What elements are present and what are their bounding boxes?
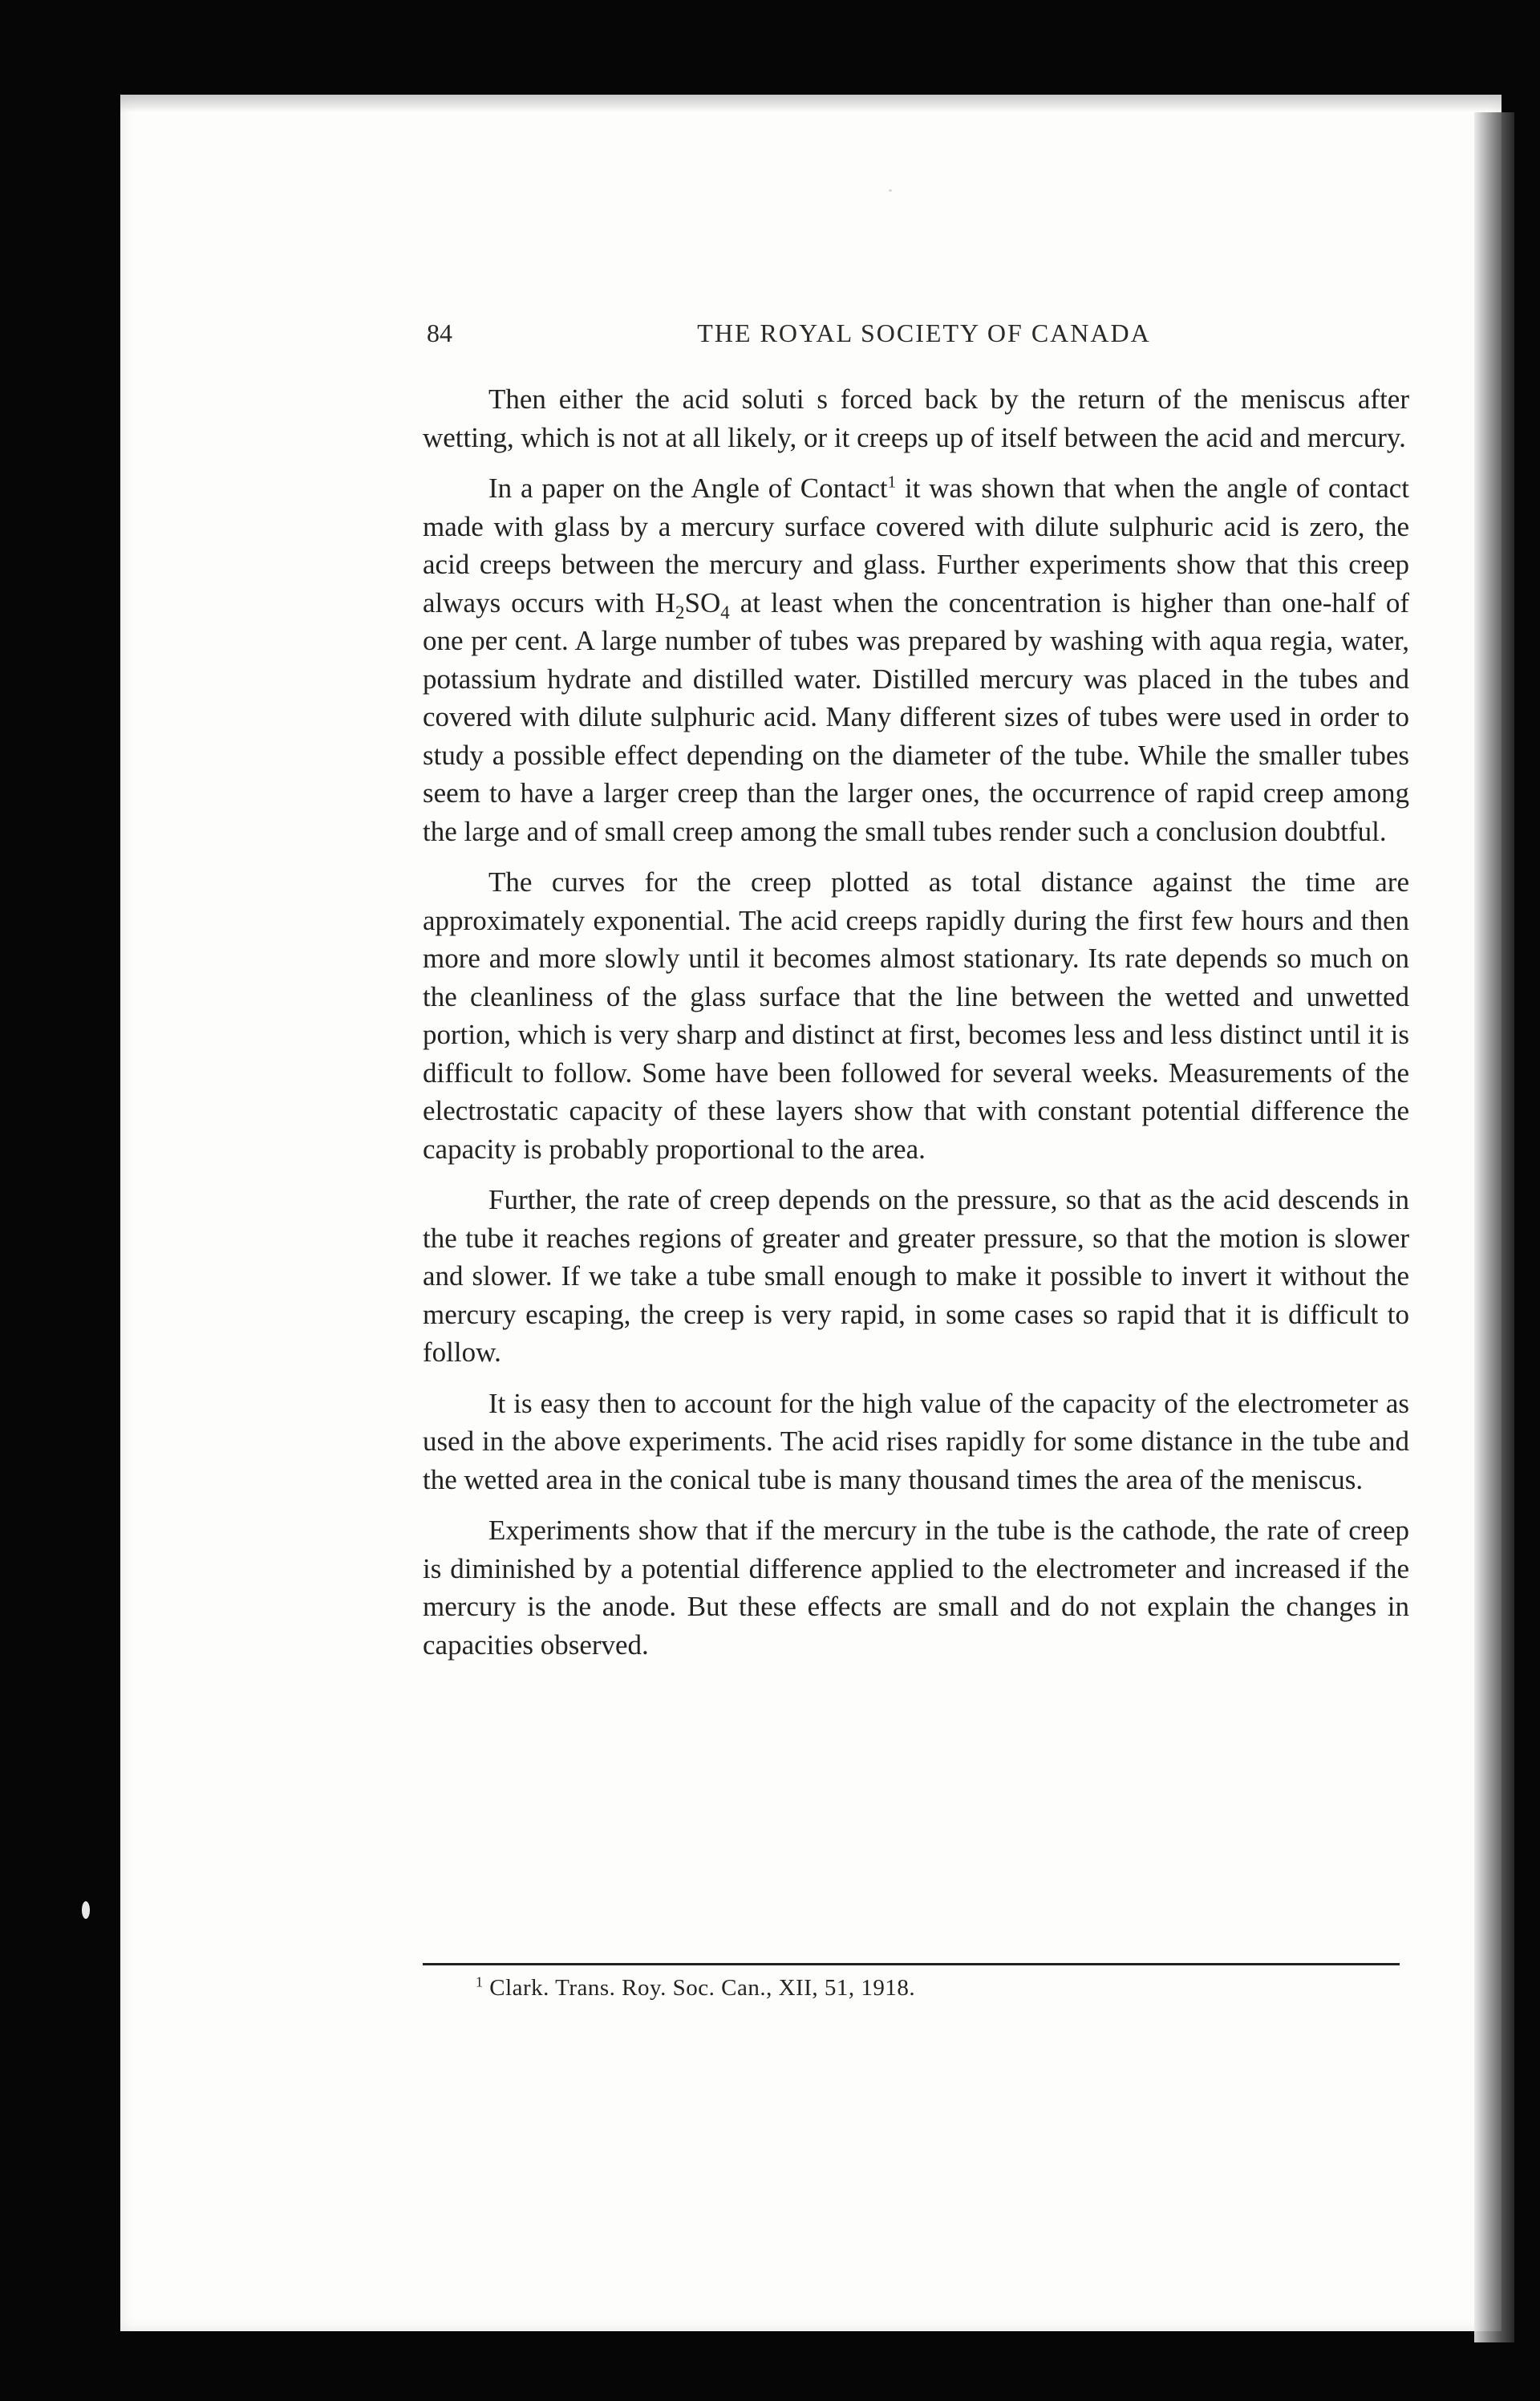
page-number: 84 bbox=[427, 318, 452, 347]
paragraph-text: SO bbox=[684, 586, 721, 619]
paragraph bbox=[423, 863, 1409, 1168]
paragraph-text: The curves for the creep plotted as total distance against the time are approximately exponential. The acid creeps rapidly during the first few hours and then more and more slowly until it becomes almost stationary. Its rate depends so much on the cleanliness of the glass surface that the line between the wetted and unwetted portion, which is very sharp and distinct at first, becomes less and less distinct until it is difficult to follow. Some have been followed for several weeks. Measurements of the electrostatic capacity of these layers show that with constant potential difference the capacity is probably proportional to the area. bbox=[423, 866, 1409, 1165]
paper-speck bbox=[82, 1901, 90, 1919]
footnote-rule bbox=[423, 1963, 1400, 1965]
footnote-reference: 1 bbox=[887, 472, 897, 492]
chemical-subscript: 2 bbox=[675, 602, 685, 623]
footnote-marker: 1 bbox=[476, 1973, 484, 1990]
running-head bbox=[427, 318, 1421, 359]
paragraph-text: Further, the rate of creep depends on the pressure, so that as the acid descends in the tube it reaches regions of greater and greater pressure, so that the motion is slower and slower. If we take a tube small enough to make it possible to invert it without the mercury escaping, the creep is very rapid, in some cases so rapid that it is difficult to follow. bbox=[423, 1184, 1409, 1368]
paragraph bbox=[423, 380, 1409, 456]
paragraph-text: In a paper on the Angle of Contact bbox=[488, 472, 888, 504]
paper-speck bbox=[889, 189, 892, 192]
body-text bbox=[423, 380, 1409, 1677]
paragraph-text: Then either the acid soluti s forced back by the return of the meniscus after wetting, which is not at all likely, or it creeps up of itself between the acid and mercury. bbox=[423, 383, 1409, 453]
running-title: THE ROYAL SOCIETY OF CANADA bbox=[697, 318, 1151, 347]
paragraph-text: Experiments show that if the mercury in the tube is the cathode, the rate of creep is diminished by a potential difference applied to the electrometer and increased if the mercury is the anode. But these effects are small and do not explain the changes in capacities observed. bbox=[423, 1515, 1409, 1661]
chemical-subscript: 4 bbox=[720, 602, 730, 623]
footnote-text: Clark. Trans. Roy. Soc. Can., XII, 51, 1918. bbox=[483, 1975, 916, 2001]
binding-edge-shadow bbox=[1474, 112, 1514, 2342]
footnote bbox=[476, 1975, 1398, 2002]
paragraph-text: at least when the concentration is higher than one-half of one per cent. A large number of tubes was prepared by washing with aqua regia, water, potassium hydrate and distilled water. Distilled mercury was placed in the tubes and covered with dilute sulphuric acid. Many different sizes of tubes were used in order to study a possible effect depending on the diameter of the tube. While the smaller tubes seem to have a larger creep than the larger ones, the occurrence of rapid creep among the large and of small creep among the small tubes render such a conclusion doubtful. bbox=[423, 586, 1409, 847]
sheet-top-edge bbox=[120, 95, 1502, 112]
paragraph-text: It is easy then to account for the high value of the capacity of the electrometer as used in the above experiments. The acid rises rapidly for some distance in the tube and the wetted area in the conical tube is many thousand times the area of the meniscus. bbox=[423, 1387, 1409, 1495]
paragraph bbox=[423, 1385, 1409, 1499]
paragraph bbox=[423, 469, 1409, 850]
paragraph bbox=[423, 1181, 1409, 1372]
paragraph bbox=[423, 1511, 1409, 1664]
paragraph-text: it was shown that when the angle of contact made with glass by a mercury surface covered with dilute sulphuric acid is zero, the acid creeps between the mercury and glass. Further experiments show that this creep always occurs with H bbox=[423, 472, 1409, 619]
